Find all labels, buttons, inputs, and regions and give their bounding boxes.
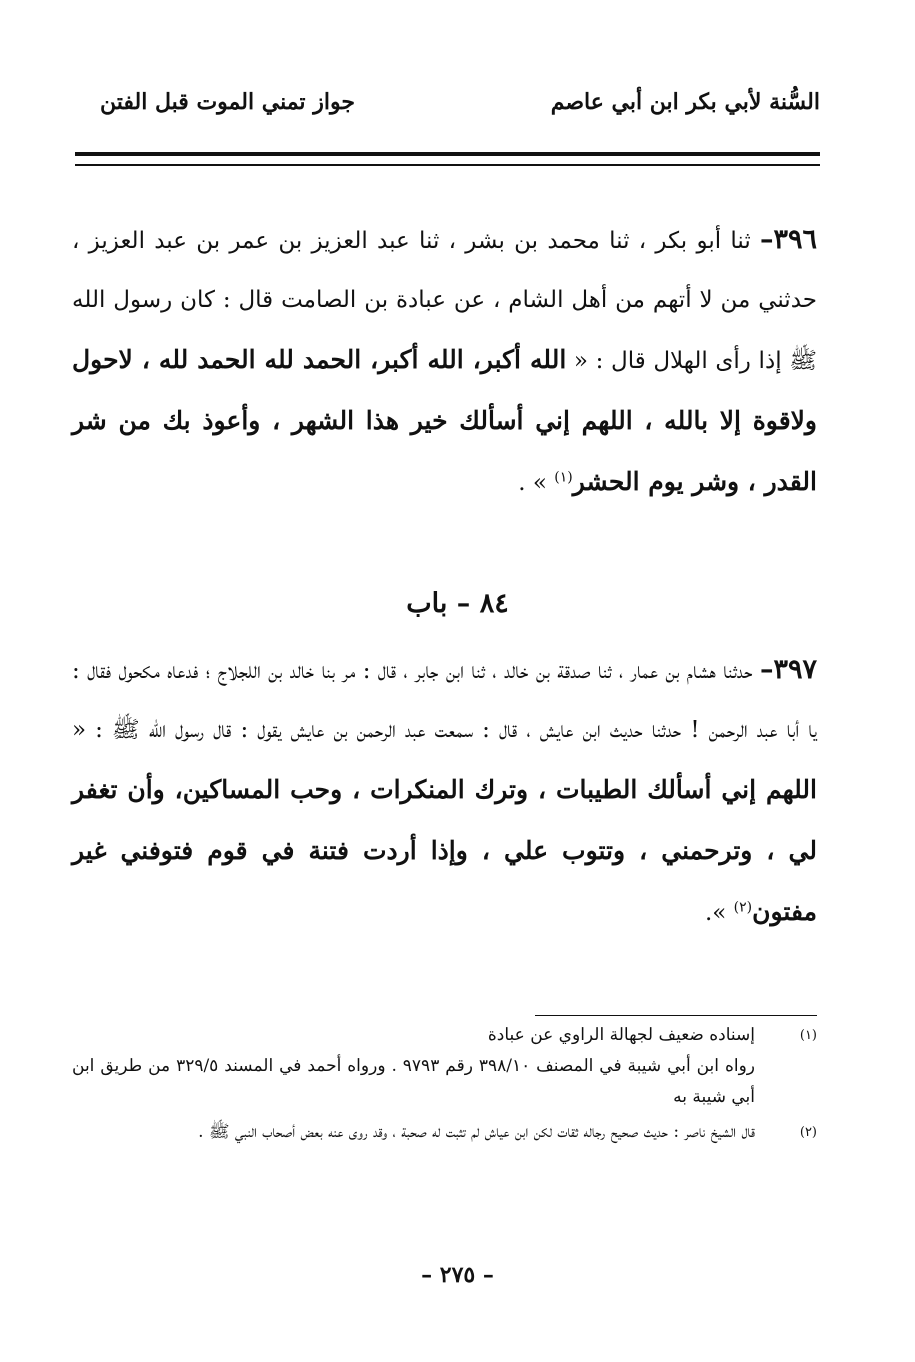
footnote-ref: (١)	[554, 469, 573, 486]
footnote-marker: (٢)	[799, 1125, 817, 1140]
section-title: جواز تمني الموت قبل الفتن	[100, 89, 355, 115]
hadith-closing: » .	[518, 470, 547, 496]
hadith-396	[72, 210, 817, 513]
footnote-1-continued	[72, 1051, 817, 1113]
footnote-2	[72, 1117, 817, 1148]
hadith-closing: ».	[704, 900, 727, 926]
header-rule-thin	[75, 164, 820, 166]
hadith-text: اللهم إني أسألك الطيبات ، وترك المنكرات ، وحب المساكين، وأن تغفر لي ، وترحمني ، وتتوب علي ، وإذا أردت فتنة في قوم فتوفني غير مفتون	[72, 775, 817, 926]
footnotes	[72, 1020, 817, 1148]
footnote-ref: (٢)	[733, 899, 753, 916]
footnote-text: قال الشيخ ناصر : حديث صحيح رجاله ثقات لكن ابن عياش لم تثبت له صحبة ، وقد روى عنه بعض أصحاب النبي ﷺ .	[198, 1122, 755, 1142]
book-title: السُّنة لأبي بكر ابن أبي عاصم	[550, 89, 820, 115]
hadith-number: ٣٩٧–	[760, 654, 818, 685]
hadith-text: الله أكبر، الله أكبر، الحمد لله الحمد لله ، لاحول ولاقوة إلا بالله ، اللهم إني أسألك خير هذا الشهر ، وأعوذ بك من شر القدر ، وشر يوم الحشر	[72, 345, 817, 496]
footnote-text: رواه ابن أبي شيبة في المصنف ٣٩٨/١٠ رقم ٩٧٩٣ . ورواه أحمد في المسند ٣٢٩/٥ من طريق ابن أبي شيبة به	[72, 1056, 755, 1107]
hadith-397	[72, 640, 817, 943]
header-rule-thick	[75, 152, 820, 156]
hadith-chain: ثنا أبو بكر ، ثنا محمد بن بشر ، ثنا عبد العزيز بن عمر بن عبد العزيز ، حدثني من لا أتهم من أهل الشام ، عن عبادة بن الصامت قال : كان رسول الله ﷺ إذا رأى الهلال قال : «	[72, 228, 817, 374]
hadith-chain: حدثنا هشام بن عمار ، ثنا صدقة بن خالد ، ثنا ابن جابر ، قال : مر بنا خالد بن اللجلاج ؛ فدعاه مكحول فقال : يا أبا عبد الرحمن ! حدثنا حديث ابن عايش ، قال : سمعت عبد الرحمن بن عايش يقول : قال رسول الله ﷺ : «	[72, 658, 817, 743]
footnote-marker: (١)	[799, 1028, 817, 1043]
footnote-separator	[535, 1015, 817, 1016]
page-number: – ٢٧٥ –	[421, 1262, 494, 1288]
footnote-1	[72, 1020, 817, 1051]
hadith-number: ٣٩٦–	[760, 224, 818, 255]
running-header	[100, 80, 820, 124]
chapter-heading: ٨٤ – باب	[406, 588, 509, 619]
footnote-text: إسناده ضعيف لجهالة الراوي عن عبادة	[487, 1025, 755, 1045]
